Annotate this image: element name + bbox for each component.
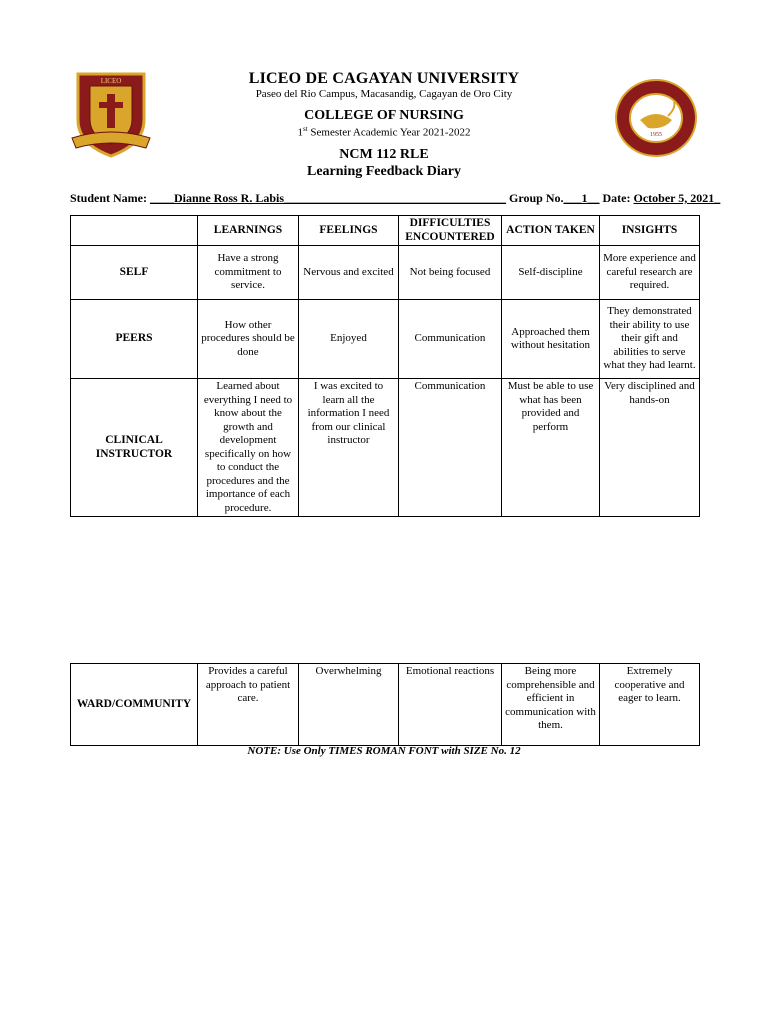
header-difficulties: DIFFICULTIES ENCOUNTERED bbox=[399, 216, 502, 246]
table-row-self bbox=[71, 246, 700, 300]
college-name: COLLEGE OF NURSING bbox=[304, 108, 464, 123]
row-label-clinical-instructor: CLINICAL INSTRUCTOR bbox=[71, 379, 198, 517]
date-label: Date: bbox=[599, 191, 634, 205]
cell-feelings: Enjoyed bbox=[299, 300, 399, 379]
cell-difficulties: Communication bbox=[399, 379, 502, 517]
cell-difficulties: Emotional reactions bbox=[399, 664, 502, 746]
font-note: NOTE: Use Only TIMES ROMAN FONT with SIZE No. 12 bbox=[247, 745, 521, 757]
cell-insights: Very disciplined and hands-on bbox=[600, 379, 700, 517]
cell-insights: More experience and careful research are required. bbox=[600, 246, 700, 300]
date-value: October 5, 2021_ bbox=[633, 191, 721, 205]
cell-action-taken: Must be able to use what has been provided and perform bbox=[502, 379, 600, 517]
svg-text:1955: 1955 bbox=[650, 132, 662, 138]
cell-insights: They demonstrated their ability to use their gift and abilities to serve what they had learnt. bbox=[600, 300, 700, 379]
document-header bbox=[0, 70, 768, 180]
cell-learnings: Have a strong commitment to service. bbox=[198, 246, 299, 300]
course-code: NCM 112 RLE bbox=[339, 146, 429, 162]
row-label-self: SELF bbox=[71, 246, 198, 300]
header-insights: INSIGHTS bbox=[600, 216, 700, 246]
header-action-taken: ACTION TAKEN bbox=[502, 216, 600, 246]
header-blank bbox=[71, 216, 198, 246]
student-info-line bbox=[70, 191, 720, 206]
row-label-ward-community: WARD/COMMUNITY bbox=[71, 664, 198, 746]
cell-learnings: Learned about everything I need to know about the growth and development specifically on how to conduct the procedures and the importance of each procedure. bbox=[198, 379, 299, 517]
table-row-clinical-instructor bbox=[71, 379, 700, 517]
cell-action-taken: Self-discipline bbox=[502, 246, 600, 300]
header-learnings: LEARNINGS bbox=[198, 216, 299, 246]
table-row-ward-community bbox=[71, 664, 700, 746]
document-title: Learning Feedback Diary bbox=[307, 163, 461, 179]
semester-line: 1st Semester Academic Year 2021-2022 bbox=[297, 125, 471, 139]
cell-feelings: Nervous and excited bbox=[299, 246, 399, 300]
cell-difficulties: Not being focused bbox=[399, 246, 502, 300]
cell-learnings: Provides a careful approach to patient care. bbox=[198, 664, 299, 746]
campus-address: Paseo del Rio Campus, Macasandig, Cagayan de Oro City bbox=[255, 88, 513, 100]
svg-text:LICEO: LICEO bbox=[100, 77, 122, 85]
group-label: Group No. bbox=[506, 191, 564, 205]
cell-action-taken: Being more comprehensible and efficient in communication with them. bbox=[502, 664, 600, 746]
cell-feelings: Overwhelming bbox=[299, 664, 399, 746]
header-feelings: FEELINGS bbox=[299, 216, 399, 246]
student-name-label: Student Name: bbox=[70, 191, 150, 205]
cell-feelings: I was excited to learn all the information I need from our clinical instructor bbox=[299, 379, 399, 517]
cell-action-taken: Approached them without hesitation bbox=[502, 300, 600, 379]
university-name: LICEO DE CAGAYAN UNIVERSITY bbox=[248, 70, 520, 87]
feedback-table-continued bbox=[70, 663, 700, 746]
student-name-value: ____Dianne Ross R. Labis_____________________________________ bbox=[150, 191, 507, 205]
row-label-peers: PEERS bbox=[71, 300, 198, 379]
cell-insights: Extremely cooperative and eager to learn. bbox=[600, 664, 700, 746]
table-header-row bbox=[71, 216, 700, 246]
table-row-peers bbox=[71, 300, 700, 379]
group-value: ___1__ bbox=[563, 191, 600, 205]
feedback-table bbox=[70, 215, 700, 517]
cell-learnings: How other procedures should be done bbox=[198, 300, 299, 379]
cell-difficulties: Communication bbox=[399, 300, 502, 379]
